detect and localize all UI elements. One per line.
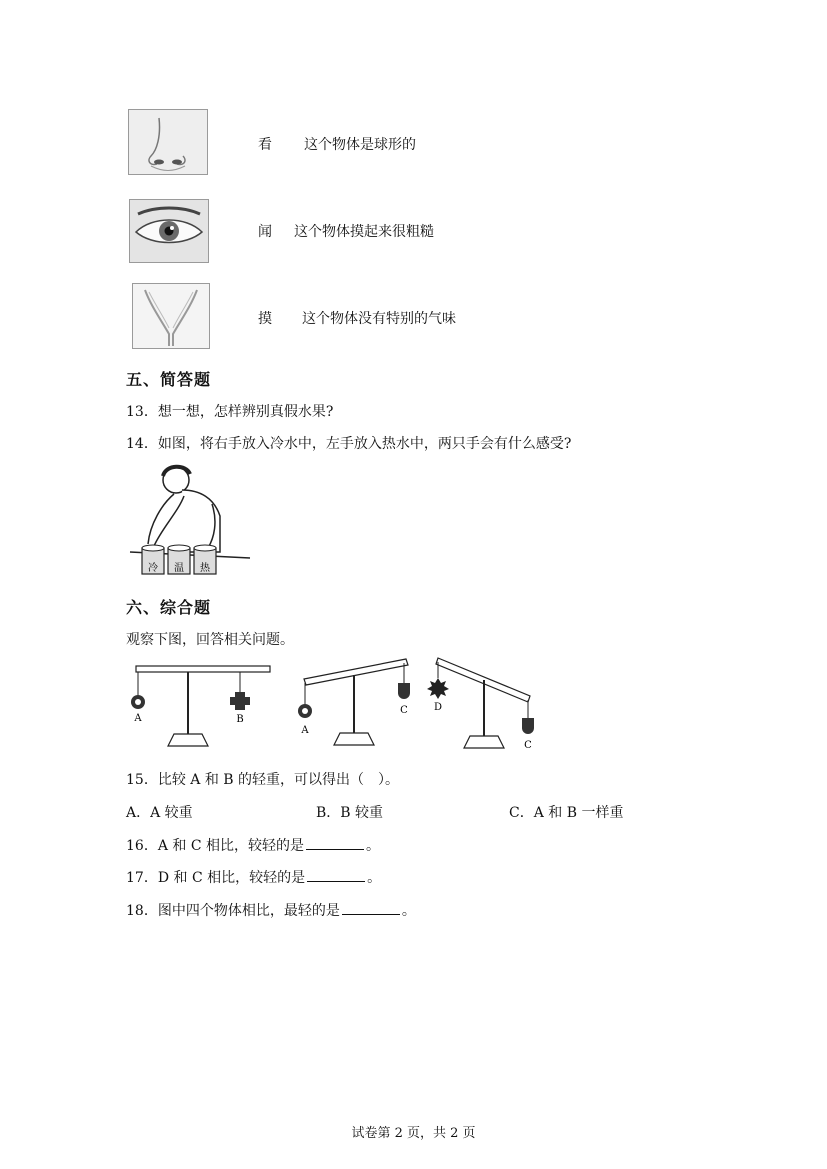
description-no-smell: 这个物体没有特别的气味 [302,311,456,327]
answer-blank-17[interactable] [307,869,365,882]
question-13: 13．想一想，怎样辨别真假水果? [126,404,334,420]
question-15: 15．比较 A 和 B 的轻重，可以得出（ ）。 [126,772,400,788]
fig3-label-d: D [433,702,443,713]
fig1-label-b: B [236,714,244,725]
question-18 [126,900,416,920]
balance-figure-3 [426,654,538,752]
question-16-text: 16．A 和 C 相比，较轻的是 [126,838,304,854]
question-18-period: 。 [401,903,416,919]
nose-image [128,109,208,175]
question-16 [126,835,380,855]
section6-intro: 观察下图，回答相关问题。 [126,632,294,648]
cup-label-hot: 热 [200,563,210,574]
fig2-label-c: C [400,705,408,716]
cup-label-cold: 冷 [148,563,158,574]
sense-touch: 摸 [258,311,272,327]
eye-image [129,199,209,263]
question-17-text: 17．D 和 C 相比，较轻的是 [126,870,306,886]
cup-label-warm: 温 [174,563,184,574]
hands-image [132,283,210,349]
question-18-text: 18．图中四个物体相比，最轻的是 [126,903,340,919]
fig1-label-a: A [134,713,142,724]
balance-figure-2 [292,655,418,750]
section-title-short-answer: 五、简答题 [126,370,212,389]
answer-blank-16[interactable] [306,837,364,850]
question-15-option-c[interactable]: C．A 和 B 一样重 [509,805,624,821]
description-spherical: 这个物体是球形的 [304,137,416,153]
page-footer: 试卷第 2 页，共 2 页 [351,1126,476,1141]
question-15-option-a[interactable]: A．A 较重 [126,805,193,821]
question-14: 14．如图，将右手放入冷水中，左手放入热水中，两只手会有什么感受? [126,436,572,452]
fig2-label-a: A [301,725,309,736]
water-experiment-illustration [128,460,252,578]
fig3-label-c: C [524,740,532,751]
answer-blank-18[interactable] [342,902,400,915]
balance-figure-1 [126,662,276,750]
question-17-period: 。 [367,870,382,886]
question-15-option-b[interactable]: B．B 较重 [316,805,384,821]
description-rough: 这个物体摸起来很粗糙 [294,224,434,240]
sense-smell: 闻 [258,224,272,240]
question-16-period: 。 [366,838,380,854]
question-17 [126,867,381,887]
section-title-comprehensive: 六、综合题 [126,598,212,617]
sense-see: 看 [258,137,272,153]
